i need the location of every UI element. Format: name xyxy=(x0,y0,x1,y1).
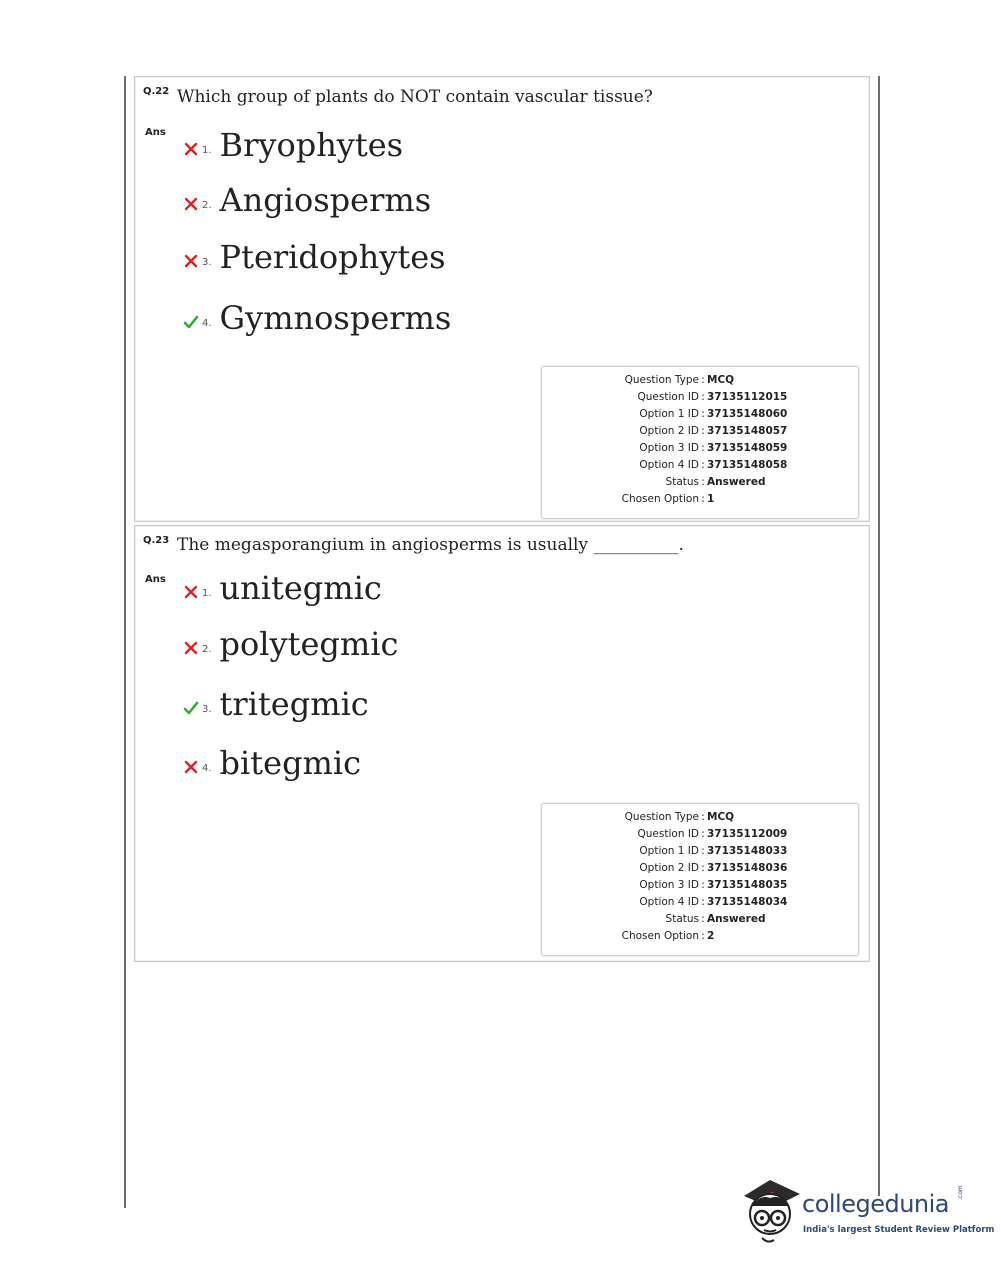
option-4 xyxy=(183,298,451,338)
option-number: 1. xyxy=(202,587,212,599)
correct-check-icon xyxy=(183,314,199,330)
question-text: Which group of plants do NOT contain vascular tissue? xyxy=(177,87,653,107)
answer-label: Ans xyxy=(145,574,166,585)
wrong-cross-icon xyxy=(183,253,199,269)
page-border-left xyxy=(124,76,126,1208)
wrong-cross-icon xyxy=(183,759,199,775)
question-card-q23 xyxy=(134,525,870,962)
meta-row-question-type: Question Type : MCQ xyxy=(624,374,735,386)
option-text: bitegmic xyxy=(219,744,362,782)
meta-row-option-1-id: Option 1 ID : 37135148033 xyxy=(639,845,788,857)
wrong-cross-icon xyxy=(183,141,199,157)
logo-wordmark: collegedunia xyxy=(802,1190,950,1218)
meta-row-option-2-id: Option 2 ID : 37135148036 xyxy=(639,862,788,874)
meta-row-chosen-option: Chosen Option : 1 xyxy=(621,493,715,505)
meta-row-option-3-id: Option 3 ID : 37135148035 xyxy=(639,879,788,891)
meta-row-option-3-id: Option 3 ID : 37135148059 xyxy=(639,442,788,454)
question-number: Q.23 xyxy=(143,535,170,546)
logo-tagline: India's largest Student Review Platform xyxy=(803,1225,995,1235)
question-card-q22 xyxy=(134,76,870,522)
meta-row-question-type: Question Type : MCQ xyxy=(624,811,735,823)
option-text: Gymnosperms xyxy=(219,299,452,337)
meta-row-option-4-id: Option 4 ID : 37135148058 xyxy=(639,459,788,471)
option-number: 3. xyxy=(202,256,212,268)
question-number: Q.22 xyxy=(143,86,170,97)
option-number: 2. xyxy=(202,643,212,655)
meta-row-question-id: Question ID : 37135112009 xyxy=(637,828,788,840)
collegedunia-logo xyxy=(740,1176,995,1246)
mascot-icon xyxy=(740,1176,802,1246)
option-4 xyxy=(183,743,361,783)
meta-row-option-1-id: Option 1 ID : 37135148060 xyxy=(639,408,788,420)
meta-row-status: Status : Answered xyxy=(665,476,766,488)
question-meta-panel xyxy=(541,803,859,956)
meta-row-option-4-id: Option 4 ID : 37135148034 xyxy=(639,896,788,908)
logo-domain-suffix: .com xyxy=(957,1185,964,1200)
option-number: 4. xyxy=(202,317,212,329)
option-number: 3. xyxy=(202,703,212,715)
option-2 xyxy=(183,624,398,664)
wrong-cross-icon xyxy=(183,640,199,656)
meta-row-option-2-id: Option 2 ID : 37135148057 xyxy=(639,425,788,437)
page-border-right xyxy=(878,76,880,1196)
option-3 xyxy=(183,237,446,277)
option-number: 4. xyxy=(202,762,212,774)
correct-check-icon xyxy=(183,700,199,716)
option-3 xyxy=(183,684,369,724)
wrong-cross-icon xyxy=(183,584,199,600)
option-text: Angiosperms xyxy=(219,181,432,219)
wrong-cross-icon xyxy=(183,196,199,212)
meta-row-chosen-option: Chosen Option : 2 xyxy=(621,930,715,942)
option-text: Bryophytes xyxy=(219,126,404,164)
option-number: 2. xyxy=(202,199,212,211)
question-meta-panel xyxy=(541,366,859,519)
option-1 xyxy=(183,568,382,608)
option-text: Pteridophytes xyxy=(219,238,446,276)
option-text: polytegmic xyxy=(219,625,399,663)
option-text: unitegmic xyxy=(219,569,382,607)
meta-row-status: Status : Answered xyxy=(665,913,766,925)
option-number: 1. xyxy=(202,144,212,156)
meta-row-question-id: Question ID : 37135112015 xyxy=(637,391,788,403)
question-text: The megasporangium in angiosperms is usually __________. xyxy=(177,535,684,555)
option-1 xyxy=(183,125,403,165)
answer-label: Ans xyxy=(145,127,166,138)
option-text: tritegmic xyxy=(219,685,369,723)
option-2 xyxy=(183,180,431,220)
